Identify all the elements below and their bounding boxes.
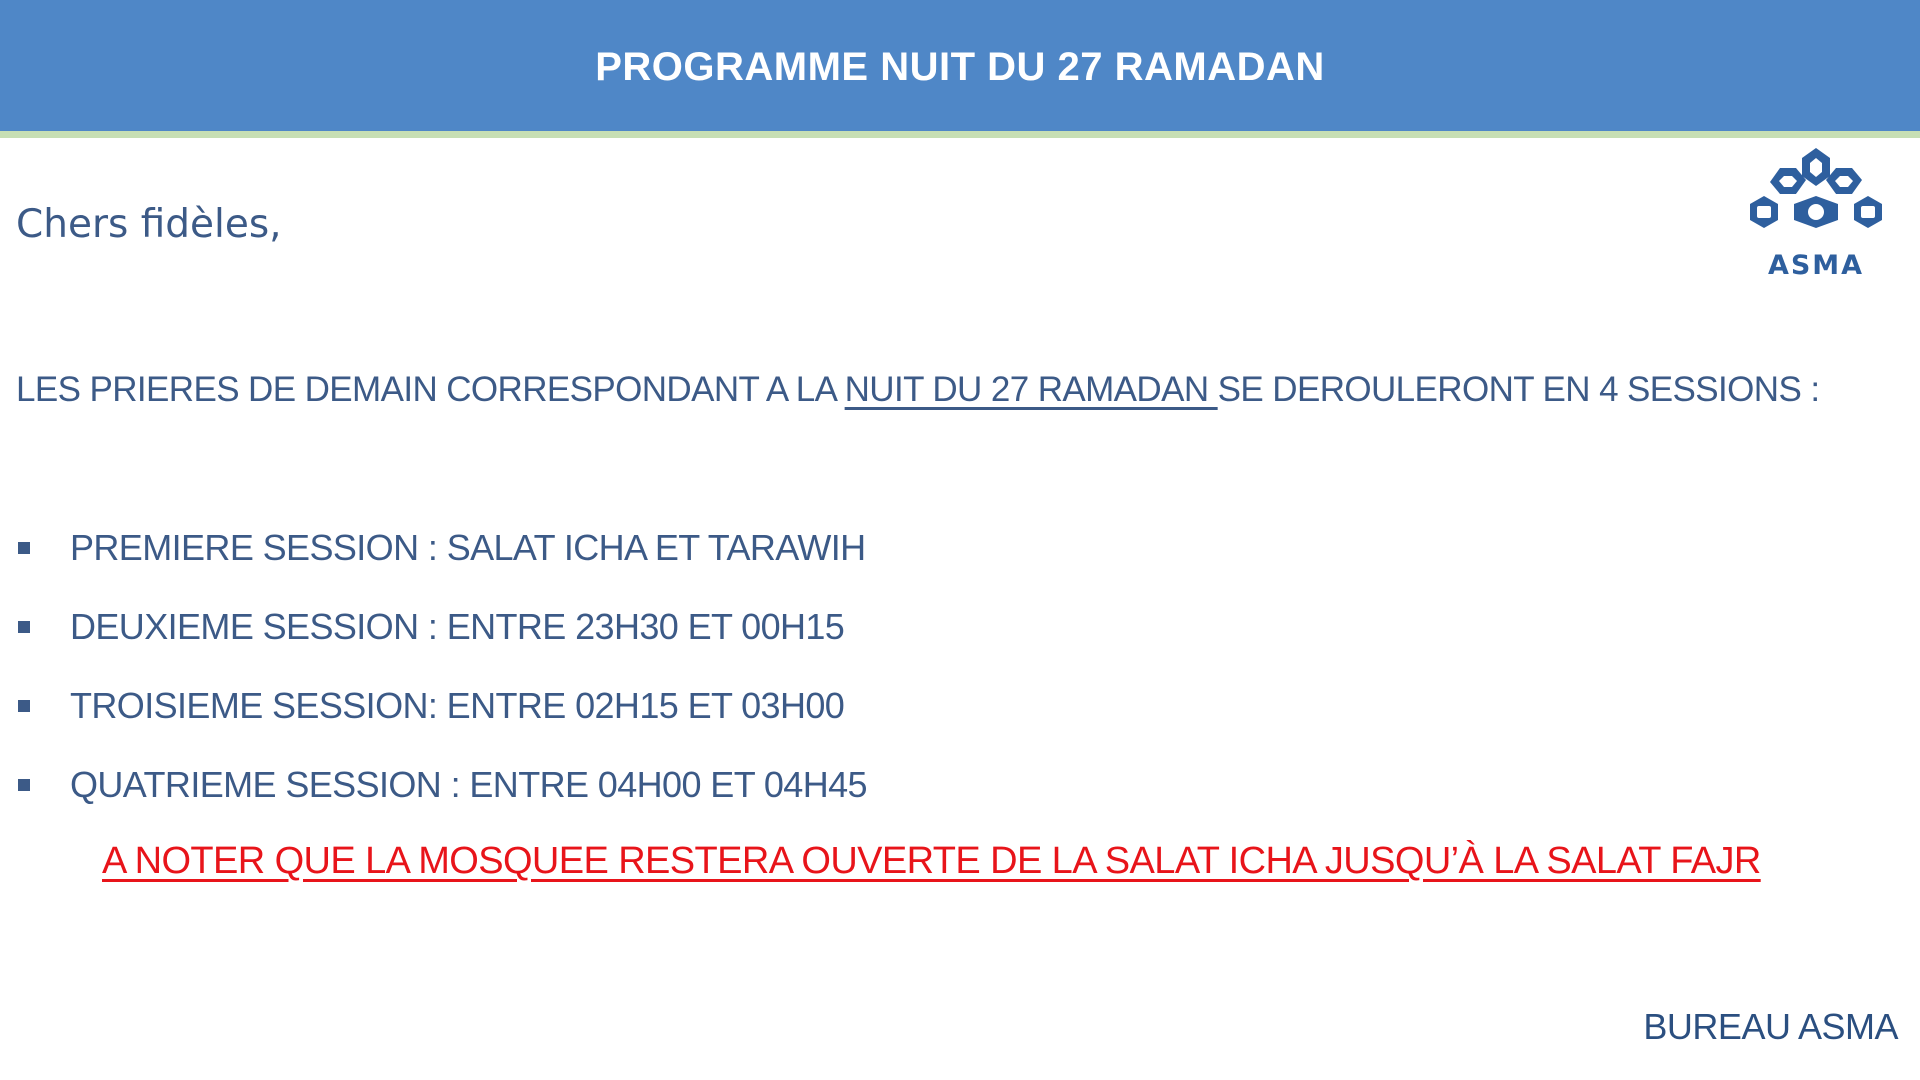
session-list [16, 520, 867, 836]
session-item-1 [16, 520, 867, 599]
session-item-4 [16, 757, 867, 836]
session-item-3 [16, 678, 867, 757]
mosque-geometric-logo-icon [1736, 146, 1896, 256]
session-label: QUATRIEME SESSION : ENTRE 04H00 ET 04H45 [70, 764, 867, 805]
square-bullet-icon [18, 700, 30, 712]
signature: BUREAU ASMA [1643, 1006, 1898, 1047]
asma-logo [1736, 146, 1896, 286]
intro-underlined: NUIT DU 27 RAMADAN [844, 370, 1218, 409]
square-bullet-icon [18, 542, 30, 554]
session-item-2 [16, 599, 867, 678]
square-bullet-icon [18, 779, 30, 791]
logo-text: ASMA [1767, 250, 1865, 281]
intro-text [16, 370, 1819, 410]
square-bullet-icon [18, 621, 30, 633]
page-title: PROGRAMME NUIT DU 27 RAMADAN [595, 45, 1325, 89]
session-label: TROISIEME SESSION: ENTRE 02H15 ET 03H00 [70, 685, 845, 726]
intro-before: LES PRIERES DE DEMAIN CORRESPONDANT A LA [16, 370, 845, 409]
session-label: DEUXIEME SESSION : ENTRE 23H30 ET 00H15 [70, 606, 845, 647]
intro-after: SE DEROULERONT EN 4 SESSIONS : [1217, 370, 1820, 409]
session-label: PREMIERE SESSION : SALAT ICHA ET TARAWIH [70, 527, 866, 568]
header-bar [0, 0, 1920, 138]
important-note: A NOTER QUE LA MOSQUEE RESTERA OUVERTE DE LA SALAT ICHA JUSQU’À LA SALAT FAJR [102, 840, 1761, 882]
greeting: Chers fidèles, [16, 202, 282, 247]
